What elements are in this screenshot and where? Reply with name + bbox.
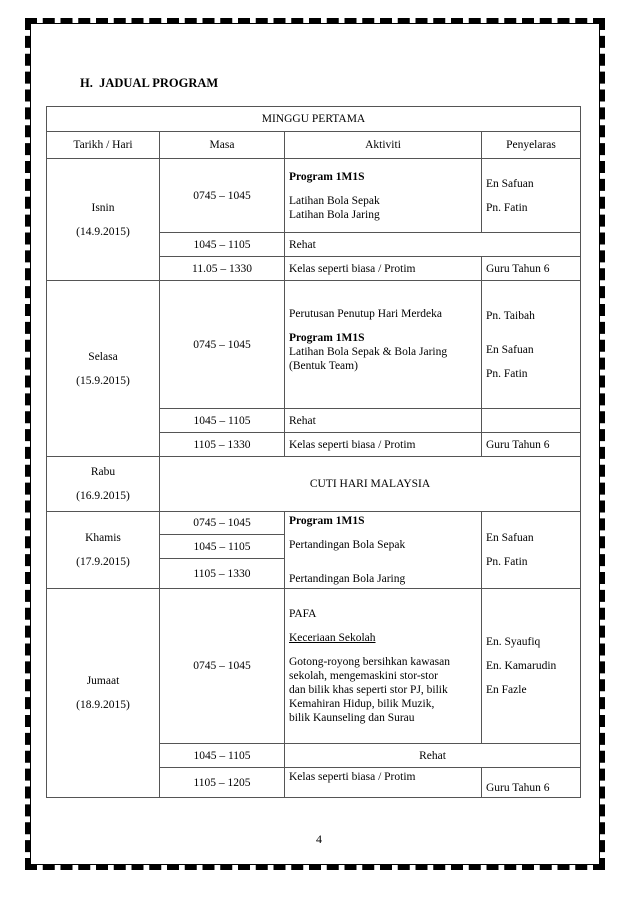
schedule-table bbox=[46, 106, 581, 798]
day-cell-jumaat bbox=[47, 589, 160, 798]
table-title: MINGGU PERTAMA bbox=[47, 107, 581, 132]
page-number: 4 bbox=[316, 832, 322, 846]
activity-line: PAFA bbox=[289, 608, 317, 620]
coordinator-name: En. Syaufiq bbox=[486, 636, 541, 648]
program-title: Program 1M1S bbox=[289, 331, 365, 344]
activity-line: Pertandingan Bola Sepak bbox=[289, 539, 406, 551]
coordinator-name: Pn. Fatin bbox=[486, 367, 528, 380]
activity-line: sekolah, mengemaskini stor-stor bbox=[289, 670, 438, 682]
header-coordinator: Penyelaras bbox=[482, 132, 581, 159]
day-cell-isnin bbox=[47, 159, 160, 281]
coordinator-name: En Safuan bbox=[486, 177, 534, 190]
activity-line: (Bentuk Team) bbox=[289, 359, 358, 372]
activity-cell: Rehat bbox=[285, 409, 482, 433]
activity-line: bilik Kaunseling dan Surau bbox=[289, 712, 415, 724]
time-cell: 1105 – 1330 bbox=[160, 433, 285, 457]
day-label: Khamis bbox=[85, 532, 121, 544]
coordinator-cell bbox=[482, 159, 581, 233]
time-cell: 1105 – 1205 bbox=[160, 768, 285, 798]
coordinator-name: Pn. Taibah bbox=[486, 309, 535, 322]
activity-line: dan bilik khas seperti stor PJ, bilik bbox=[289, 684, 448, 696]
day-cell-selasa bbox=[47, 281, 160, 457]
coordinator-cell: Guru Tahun 6 bbox=[482, 768, 581, 798]
activity-line: Latihan Bola Sepak bbox=[289, 194, 380, 207]
day-label: Jumaat bbox=[86, 675, 120, 687]
section-heading: H. JADUAL PROGRAM bbox=[80, 76, 219, 90]
coordinator-name: En Fazle bbox=[486, 684, 527, 696]
time-cell: 11.05 – 1330 bbox=[160, 257, 285, 281]
time-cell: 1045 – 1105 bbox=[160, 233, 285, 257]
time-cell: 0745 – 1045 bbox=[160, 512, 285, 535]
activity-line: Gotong-royong bersihkan kawasan bbox=[289, 656, 450, 668]
time-cell: 1045 – 1105 bbox=[160, 409, 285, 433]
table-row bbox=[47, 457, 581, 512]
coordinator-name: En. Kamarudin bbox=[486, 660, 557, 672]
time-cell: 0745 – 1045 bbox=[160, 589, 285, 744]
activity-cell bbox=[285, 589, 482, 744]
header-activity: Aktiviti bbox=[285, 132, 482, 159]
coordinator-name: En Safuan bbox=[486, 343, 534, 356]
activity-cell bbox=[285, 281, 482, 409]
coordinator-name: Pn. Fatin bbox=[486, 201, 528, 214]
activity-line: Latihan Bola Jaring bbox=[289, 208, 380, 221]
date-label: (17.9.2015) bbox=[76, 556, 130, 568]
activity-cell: Rehat bbox=[285, 744, 581, 768]
activity-line: Keceriaan Sekolah bbox=[289, 632, 376, 644]
activity-cell: Kelas seperti biasa / Protim bbox=[285, 257, 482, 281]
date-label: (15.9.2015) bbox=[76, 374, 130, 387]
header-time: Masa bbox=[160, 132, 285, 159]
time-cell: 1105 – 1330 bbox=[160, 559, 285, 589]
time-cell: 1045 – 1105 bbox=[160, 744, 285, 768]
table-row bbox=[47, 159, 581, 233]
day-label: Isnin bbox=[91, 201, 115, 214]
coordinator-cell bbox=[482, 512, 581, 589]
activity-cell: Kelas seperti biasa / Protim bbox=[285, 433, 482, 457]
coordinator-cell: Guru Tahun 6 bbox=[482, 433, 581, 457]
coordinator-cell bbox=[482, 409, 581, 433]
day-label: Rabu bbox=[90, 466, 116, 478]
time-cell: 1045 – 1105 bbox=[160, 535, 285, 559]
table-title-row bbox=[47, 107, 581, 132]
activity-cell bbox=[285, 159, 482, 233]
date-label: (18.9.2015) bbox=[76, 699, 130, 711]
program-title: Program 1M1S bbox=[289, 515, 365, 527]
program-title: Program 1M1S bbox=[289, 170, 365, 183]
day-cell-khamis bbox=[47, 512, 160, 589]
date-label: (16.9.2015) bbox=[76, 490, 130, 502]
day-cell-rabu bbox=[47, 457, 160, 512]
activity-line: Pertandingan Bola Jaring bbox=[289, 573, 406, 585]
activity-line: Perutusan Penutup Hari Merdeka bbox=[289, 307, 442, 320]
table-row bbox=[47, 589, 581, 744]
activity-cell bbox=[285, 512, 482, 589]
activity-line: Kemahiran Hidup, bilik Muzik, bbox=[289, 698, 435, 710]
coordinator-cell bbox=[482, 281, 581, 409]
coordinator-cell bbox=[482, 589, 581, 744]
holiday-note: CUTI HARI MALAYSIA bbox=[160, 457, 581, 512]
coordinator-name: En Safuan bbox=[486, 532, 534, 544]
coordinator-cell: Guru Tahun 6 bbox=[482, 257, 581, 281]
activity-cell: Rehat bbox=[285, 233, 581, 257]
day-label: Selasa bbox=[88, 350, 118, 363]
table-header-row bbox=[47, 132, 581, 159]
coordinator-name: Pn. Fatin bbox=[486, 556, 528, 568]
table-row bbox=[47, 512, 581, 535]
time-cell: 0745 – 1045 bbox=[160, 281, 285, 409]
activity-line: Latihan Bola Sepak & Bola Jaring bbox=[289, 345, 448, 358]
header-date: Tarikh / Hari bbox=[47, 132, 160, 159]
date-label: (14.9.2015) bbox=[76, 225, 130, 238]
time-cell: 0745 – 1045 bbox=[160, 159, 285, 233]
table-row bbox=[47, 281, 581, 409]
activity-cell: Kelas seperti biasa / Protim bbox=[285, 768, 482, 798]
